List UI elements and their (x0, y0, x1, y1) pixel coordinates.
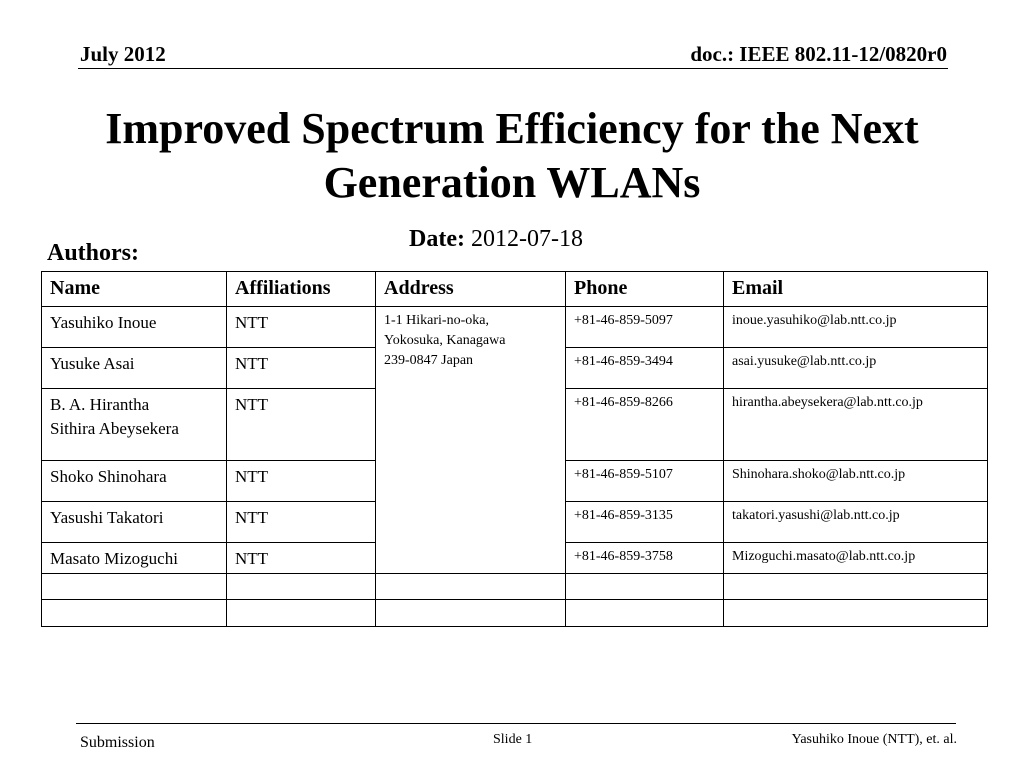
author-phone: +81-46-859-3135 (566, 502, 724, 543)
author-name: Yasushi Takatori (42, 502, 227, 543)
author-name: Shoko Shinohara (42, 461, 227, 502)
footer-author: Yasuhiko Inoue (NTT), et. al. (791, 732, 957, 747)
author-phone: +81-46-859-5107 (566, 461, 724, 502)
empty-cell (42, 574, 227, 600)
empty-cell (376, 574, 566, 600)
header-date: July 2012 (80, 42, 166, 66)
authors-table (41, 271, 988, 627)
column-header-affiliations: Affiliations (227, 272, 376, 307)
author-email: inoue.yasuhiko@lab.ntt.co.jp (724, 307, 988, 348)
date-line (409, 226, 583, 253)
author-name: Masato Mizoguchi (42, 543, 227, 574)
column-header-email: Email (724, 272, 988, 307)
empty-cell (724, 600, 988, 627)
address-line-1: 1-1 Hikari-no-oka, (384, 313, 489, 328)
date-label: Date: (409, 226, 465, 252)
column-header-phone: Phone (566, 272, 724, 307)
author-affiliation: NTT (227, 543, 376, 574)
address-line-3: 239-0847 Japan (384, 353, 474, 368)
author-phone: +81-46-859-5097 (566, 307, 724, 348)
author-affiliation: NTT (227, 348, 376, 389)
footer-divider (76, 723, 956, 724)
author-name-line-2: Sithira Abeysekera (50, 419, 179, 438)
slide-title-line-1: Improved Spectrum Efficiency for the Next (105, 104, 919, 153)
slide-title (40, 102, 984, 210)
empty-cell (724, 574, 988, 600)
authors-label: Authors: (47, 240, 140, 266)
header-doc-id: doc.: IEEE 802.11-12/0820r0 (690, 42, 947, 66)
table-header-row (42, 272, 988, 307)
table-row (42, 307, 988, 348)
empty-cell (42, 600, 227, 627)
footer-submission: Submission (80, 734, 155, 751)
author-name: Yasuhiko Inoue (42, 307, 227, 348)
address-cell (376, 307, 566, 574)
author-affiliation: NTT (227, 461, 376, 502)
author-name: Yusuke Asai (42, 348, 227, 389)
author-email: Mizoguchi.masato@lab.ntt.co.jp (724, 543, 988, 574)
empty-cell (227, 600, 376, 627)
author-name-line-1: B. A. Hirantha (50, 395, 150, 414)
author-affiliation: NTT (227, 307, 376, 348)
empty-cell (376, 600, 566, 627)
author-email: Shinohara.shoko@lab.ntt.co.jp (724, 461, 988, 502)
empty-cell (227, 574, 376, 600)
header-divider (78, 68, 948, 69)
author-phone: +81-46-859-8266 (566, 389, 724, 461)
table-row-empty (42, 600, 988, 627)
author-affiliation: NTT (227, 502, 376, 543)
date-value: 2012-07-18 (470, 226, 583, 252)
column-header-name: Name (42, 272, 227, 307)
author-phone: +81-46-859-3494 (566, 348, 724, 389)
author-phone: +81-46-859-3758 (566, 543, 724, 574)
empty-cell (566, 600, 724, 627)
empty-cell (566, 574, 724, 600)
author-email: asai.yusuke@lab.ntt.co.jp (724, 348, 988, 389)
address-line-2: Yokosuka, Kanagawa (384, 333, 506, 348)
author-email: takatori.yasushi@lab.ntt.co.jp (724, 502, 988, 543)
table-row-empty (42, 574, 988, 600)
slide-title-line-2: Generation WLANs (323, 158, 701, 207)
footer-slide-number: Slide 1 (493, 732, 533, 747)
column-header-address: Address (376, 272, 566, 307)
author-email: hirantha.abeysekera@lab.ntt.co.jp (724, 389, 988, 461)
author-name (42, 389, 227, 461)
author-affiliation: NTT (227, 389, 376, 461)
